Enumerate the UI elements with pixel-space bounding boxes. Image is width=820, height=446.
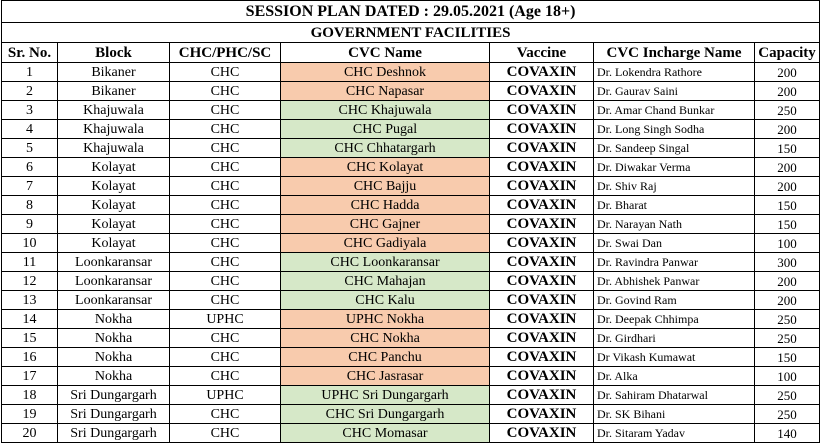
cell-sr-no: 5 bbox=[2, 139, 58, 158]
cell-block: Nokha bbox=[58, 310, 170, 329]
cell-facility-type: UPHC bbox=[170, 386, 281, 405]
cell-capacity: 200 bbox=[755, 291, 820, 310]
cell-block: Loonkaransar bbox=[58, 253, 170, 272]
cell-sr-no: 7 bbox=[2, 177, 58, 196]
cell-capacity: 150 bbox=[755, 215, 820, 234]
cell-sr-no: 10 bbox=[2, 234, 58, 253]
cell-cvc-name: CHC Loonkaransar bbox=[281, 253, 490, 272]
cell-capacity: 250 bbox=[755, 405, 820, 424]
table-row bbox=[2, 139, 820, 158]
cell-facility-type: CHC bbox=[170, 405, 281, 424]
cell-block: Khajuwala bbox=[58, 139, 170, 158]
cell-capacity: 150 bbox=[755, 139, 820, 158]
cell-incharge: Dr. Amar Chand Bunkar bbox=[594, 101, 755, 120]
table-row bbox=[2, 158, 820, 177]
cell-capacity: 300 bbox=[755, 253, 820, 272]
table-row bbox=[2, 329, 820, 348]
table-body bbox=[2, 63, 820, 443]
cell-cvc-name: CHC Kolayat bbox=[281, 158, 490, 177]
cell-vaccine: COVAXIN bbox=[490, 386, 594, 405]
table-row bbox=[2, 101, 820, 120]
cell-incharge: Dr. Abhishek Panwar bbox=[594, 272, 755, 291]
cell-facility-type: CHC bbox=[170, 215, 281, 234]
cell-sr-no: 13 bbox=[2, 291, 58, 310]
cell-vaccine: COVAXIN bbox=[490, 253, 594, 272]
cell-sr-no: 3 bbox=[2, 101, 58, 120]
cell-facility-type: CHC bbox=[170, 158, 281, 177]
cell-vaccine: COVAXIN bbox=[490, 139, 594, 158]
cell-cvc-name: CHC Chhatargarh bbox=[281, 139, 490, 158]
cell-cvc-name: CHC Nokha bbox=[281, 329, 490, 348]
cell-capacity: 100 bbox=[755, 367, 820, 386]
cell-facility-type: CHC bbox=[170, 234, 281, 253]
header-block: Block bbox=[58, 43, 170, 63]
cell-capacity: 150 bbox=[755, 196, 820, 215]
table-row bbox=[2, 386, 820, 405]
cell-cvc-name: UPHC Nokha bbox=[281, 310, 490, 329]
cell-facility-type: CHC bbox=[170, 272, 281, 291]
cell-sr-no: 16 bbox=[2, 348, 58, 367]
sheet-subtitle: GOVERNMENT FACILITIES bbox=[2, 23, 820, 43]
cell-vaccine: COVAXIN bbox=[490, 234, 594, 253]
cell-vaccine: COVAXIN bbox=[490, 196, 594, 215]
cell-vaccine: COVAXIN bbox=[490, 82, 594, 101]
cell-sr-no: 14 bbox=[2, 310, 58, 329]
header-row bbox=[2, 43, 820, 63]
cell-vaccine: COVAXIN bbox=[490, 272, 594, 291]
cell-cvc-name: CHC Sri Dungargarh bbox=[281, 405, 490, 424]
cell-cvc-name: CHC Deshnok bbox=[281, 63, 490, 82]
cell-facility-type: CHC bbox=[170, 63, 281, 82]
cell-sr-no: 11 bbox=[2, 253, 58, 272]
cell-incharge: Dr. Narayan Nath bbox=[594, 215, 755, 234]
cell-capacity: 250 bbox=[755, 310, 820, 329]
cell-sr-no: 20 bbox=[2, 424, 58, 443]
table-row bbox=[2, 367, 820, 386]
cell-capacity: 100 bbox=[755, 234, 820, 253]
cell-capacity: 200 bbox=[755, 120, 820, 139]
cell-block: Sri Dungargarh bbox=[58, 405, 170, 424]
cell-sr-no: 17 bbox=[2, 367, 58, 386]
cell-capacity: 250 bbox=[755, 101, 820, 120]
cell-cvc-name: UPHC Sri Dungargarh bbox=[281, 386, 490, 405]
table-row bbox=[2, 196, 820, 215]
cell-incharge: Dr. Shiv Raj bbox=[594, 177, 755, 196]
cell-vaccine: COVAXIN bbox=[490, 310, 594, 329]
table-row bbox=[2, 63, 820, 82]
cell-facility-type: CHC bbox=[170, 424, 281, 443]
cell-cvc-name: CHC Bajju bbox=[281, 177, 490, 196]
cell-sr-no: 9 bbox=[2, 215, 58, 234]
table-row bbox=[2, 215, 820, 234]
cell-cvc-name: CHC Pugal bbox=[281, 120, 490, 139]
cell-incharge: Dr. Govind Ram bbox=[594, 291, 755, 310]
cell-block: Nokha bbox=[58, 367, 170, 386]
cell-incharge: Dr. Alka bbox=[594, 367, 755, 386]
cell-block: Loonkaransar bbox=[58, 272, 170, 291]
cell-sr-no: 8 bbox=[2, 196, 58, 215]
cell-facility-type: CHC bbox=[170, 196, 281, 215]
cell-capacity: 140 bbox=[755, 424, 820, 443]
cell-block: Bikaner bbox=[58, 82, 170, 101]
cell-vaccine: COVAXIN bbox=[490, 101, 594, 120]
cell-vaccine: COVAXIN bbox=[490, 177, 594, 196]
cell-facility-type: CHC bbox=[170, 101, 281, 120]
cell-block: Nokha bbox=[58, 329, 170, 348]
cell-capacity: 200 bbox=[755, 177, 820, 196]
table-row bbox=[2, 348, 820, 367]
table-row bbox=[2, 405, 820, 424]
cell-facility-type: CHC bbox=[170, 177, 281, 196]
cell-sr-no: 15 bbox=[2, 329, 58, 348]
table-row bbox=[2, 177, 820, 196]
cell-incharge: Dr. Sandeep Singal bbox=[594, 139, 755, 158]
cell-incharge: Dr. Sitaram Yadav bbox=[594, 424, 755, 443]
cell-sr-no: 12 bbox=[2, 272, 58, 291]
header-incharge: CVC Incharge Name bbox=[594, 43, 755, 63]
cell-facility-type: CHC bbox=[170, 348, 281, 367]
cell-facility-type: CHC bbox=[170, 291, 281, 310]
cell-cvc-name: CHC Gajner bbox=[281, 215, 490, 234]
cell-capacity: 250 bbox=[755, 329, 820, 348]
table-row bbox=[2, 253, 820, 272]
cell-vaccine: COVAXIN bbox=[490, 367, 594, 386]
cell-incharge: Dr. Lokendra Rathore bbox=[594, 63, 755, 82]
cell-incharge: Dr. Girdhari bbox=[594, 329, 755, 348]
cell-incharge: Dr. Ravindra Panwar bbox=[594, 253, 755, 272]
cell-block: Loonkaransar bbox=[58, 291, 170, 310]
cell-cvc-name: CHC Mahajan bbox=[281, 272, 490, 291]
cell-block: Bikaner bbox=[58, 63, 170, 82]
cell-block: Sri Dungargarh bbox=[58, 424, 170, 443]
cell-cvc-name: CHC Jasrasar bbox=[281, 367, 490, 386]
header-capacity: Capacity bbox=[755, 43, 820, 63]
session-plan-table bbox=[1, 0, 820, 443]
table-row bbox=[2, 424, 820, 443]
cell-block: Nokha bbox=[58, 348, 170, 367]
table-row bbox=[2, 272, 820, 291]
cell-cvc-name: CHC Gadiyala bbox=[281, 234, 490, 253]
header-vaccine: Vaccine bbox=[490, 43, 594, 63]
cell-vaccine: COVAXIN bbox=[490, 120, 594, 139]
cell-capacity: 200 bbox=[755, 158, 820, 177]
table-row bbox=[2, 82, 820, 101]
cell-vaccine: COVAXIN bbox=[490, 424, 594, 443]
header-facility-type: CHC/PHC/SC bbox=[170, 43, 281, 63]
cell-cvc-name: CHC Khajuwala bbox=[281, 101, 490, 120]
cell-facility-type: UPHC bbox=[170, 310, 281, 329]
cell-capacity: 200 bbox=[755, 272, 820, 291]
cell-incharge: Dr. Long Singh Sodha bbox=[594, 120, 755, 139]
cell-facility-type: CHC bbox=[170, 253, 281, 272]
cell-incharge: Dr. Swai Dan bbox=[594, 234, 755, 253]
cell-block: Kolayat bbox=[58, 196, 170, 215]
sheet-title: SESSION PLAN DATED : 29.05.2021 (Age 18+) bbox=[2, 1, 820, 23]
cell-vaccine: COVAXIN bbox=[490, 63, 594, 82]
header-cvc-name: CVC Name bbox=[281, 43, 490, 63]
cell-incharge: Dr. Diwakar Verma bbox=[594, 158, 755, 177]
cell-block: Kolayat bbox=[58, 158, 170, 177]
cell-cvc-name: CHC Hadda bbox=[281, 196, 490, 215]
cell-vaccine: COVAXIN bbox=[490, 215, 594, 234]
cell-vaccine: COVAXIN bbox=[490, 348, 594, 367]
table-row bbox=[2, 310, 820, 329]
cell-cvc-name: CHC Napasar bbox=[281, 82, 490, 101]
cell-sr-no: 2 bbox=[2, 82, 58, 101]
cell-block: Khajuwala bbox=[58, 101, 170, 120]
cell-facility-type: CHC bbox=[170, 120, 281, 139]
cell-incharge: Dr. Bharat bbox=[594, 196, 755, 215]
cell-block: Kolayat bbox=[58, 234, 170, 253]
table-row bbox=[2, 120, 820, 139]
cell-facility-type: CHC bbox=[170, 82, 281, 101]
cell-incharge: Dr. Sahiram Dhatarwal bbox=[594, 386, 755, 405]
cell-capacity: 150 bbox=[755, 348, 820, 367]
cell-vaccine: COVAXIN bbox=[490, 291, 594, 310]
cell-vaccine: COVAXIN bbox=[490, 158, 594, 177]
cell-sr-no: 4 bbox=[2, 120, 58, 139]
cell-facility-type: CHC bbox=[170, 329, 281, 348]
cell-sr-no: 18 bbox=[2, 386, 58, 405]
cell-capacity: 200 bbox=[755, 63, 820, 82]
cell-sr-no: 1 bbox=[2, 63, 58, 82]
header-sr-no: Sr. No. bbox=[2, 43, 58, 63]
cell-cvc-name: CHC Kalu bbox=[281, 291, 490, 310]
cell-incharge: Dr. Gaurav Saini bbox=[594, 82, 755, 101]
cell-capacity: 250 bbox=[755, 386, 820, 405]
cell-facility-type: CHC bbox=[170, 367, 281, 386]
table-row bbox=[2, 291, 820, 310]
cell-block: Kolayat bbox=[58, 177, 170, 196]
cell-cvc-name: CHC Panchu bbox=[281, 348, 490, 367]
cell-block: Kolayat bbox=[58, 215, 170, 234]
cell-sr-no: 19 bbox=[2, 405, 58, 424]
table-row bbox=[2, 234, 820, 253]
cell-block: Khajuwala bbox=[58, 120, 170, 139]
cell-incharge: Dr. SK Bihani bbox=[594, 405, 755, 424]
cell-cvc-name: CHC Momasar bbox=[281, 424, 490, 443]
cell-sr-no: 6 bbox=[2, 158, 58, 177]
cell-vaccine: COVAXIN bbox=[490, 405, 594, 424]
cell-incharge: Dr Vikash Kumawat bbox=[594, 348, 755, 367]
cell-vaccine: COVAXIN bbox=[490, 329, 594, 348]
cell-block: Sri Dungargarh bbox=[58, 386, 170, 405]
cell-capacity: 200 bbox=[755, 82, 820, 101]
cell-facility-type: CHC bbox=[170, 139, 281, 158]
cell-incharge: Dr. Deepak Chhimpa bbox=[594, 310, 755, 329]
